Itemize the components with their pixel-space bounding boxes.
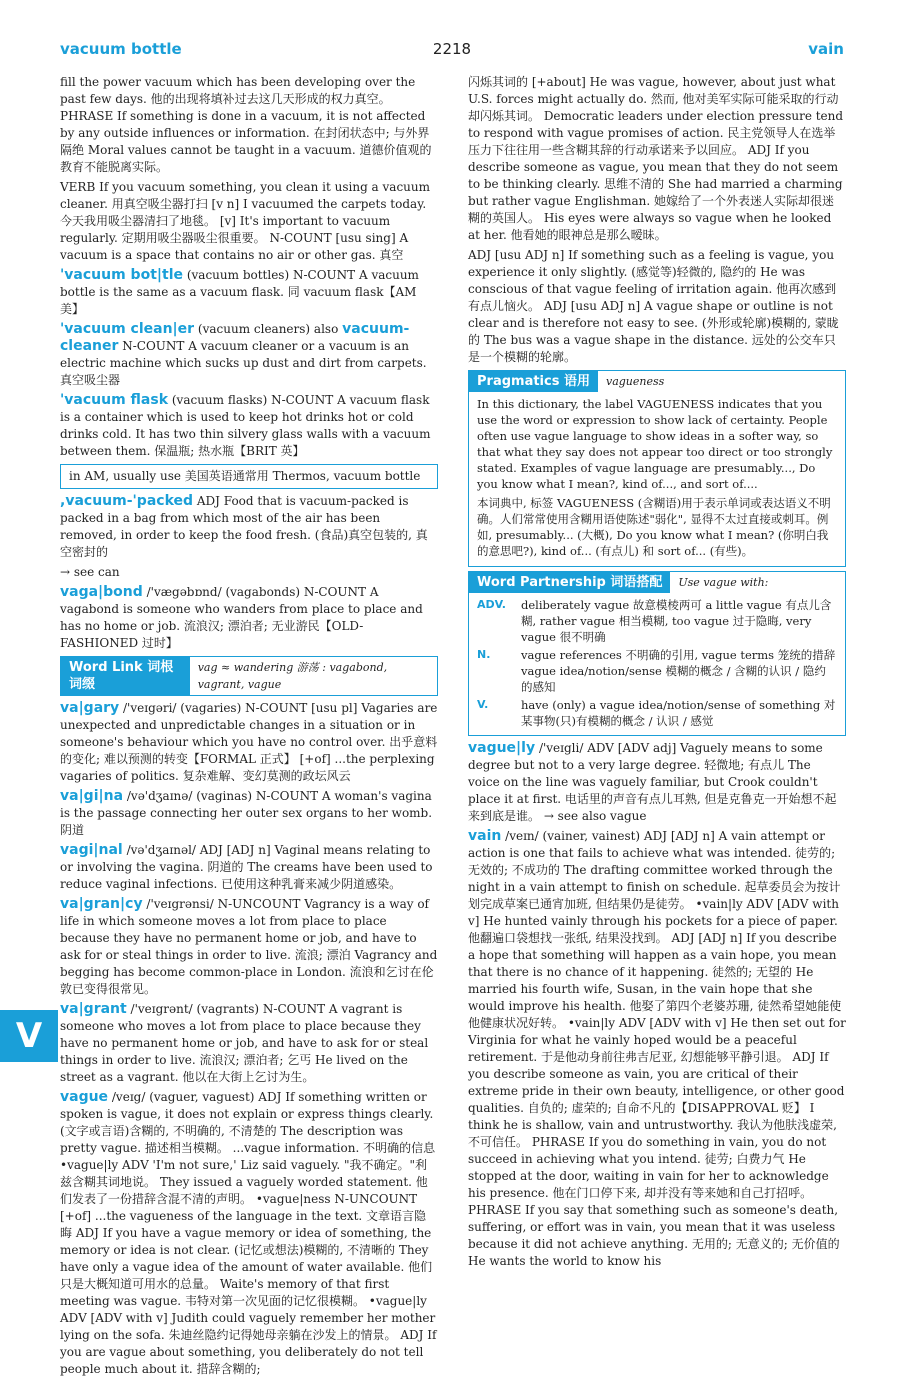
headword: va|gi|na (60, 788, 124, 804)
word-partnership-subtitle: Use vague with: (678, 576, 769, 589)
vacuum-verb-sense: VERB If you vacuum something, you clean it using a vacuum cleaner. 用真空吸尘器打扫 [v n] I vacuumed the carpets today. 今天我用吸尘器清扫了地毯。 [v] It's important to vacuum regularly. 定期用吸尘器吸尘很重要。 N-COUNT [usu sing] A vacuum is a space that contains no air or other gas. 真空 (60, 180, 431, 262)
definition: /'veɪgrənt/ (vagrants) N-COUNT A vagrant is someone who moves a lot from place to place because they have no permanent home or job, and have to ask for or steal things in order to live. 流浪汉; 漂泊者; 乞丐 He lived on the street as a vagrant. 他以在大街上乞讨为生。 (60, 1002, 429, 1084)
word-link-label: Word Link 词根词缀 (61, 657, 190, 695)
entry-vain (468, 828, 846, 1270)
cross-reference: → see can (60, 565, 120, 579)
thumb-index-tab: V (0, 1010, 58, 1062)
pragmatics-box (468, 370, 846, 567)
pragmatics-english: In this dictionary, the label VAGUENESS indicates that you use the word or expression to show lack of certainty. People often use vague language to show ideas in a softer way, so that what they say does not appear too direct or too strongly stated. Examples of vague language are presumably..., Do you know what I mean?, kind of..., and sort of.... (477, 397, 833, 491)
definition: (vacuum flasks) N-COUNT A vacuum flask is a container which is used to keep hot drinks hot or cold drinks cold. It has two thin silvery glass walls with a vacuum between them. 保温瓶; 热水瓶【BRIT 英】 (60, 393, 431, 458)
pragmatics-chinese: 本词典中, 标签 VAGUENESS (含糊语)用于表示单词或表达语义不明确。人们常常使用含糊用语使陈述"弱化", 显得不太过直接或刺耳。例如, presumably... (大概), Do you know what I mean? (你明白我的意思吧?), kind of... (有点儿) 和 sort of... (有些)。 (477, 496, 831, 558)
entry-vague (60, 1089, 438, 1378)
definition: /'veɪgli/ ADV [ADV adj] Vaguely means to some degree but not to a very large degree. 轻微地; 有点儿 The voice on the line was vaguely familiar, but Crook couldn't place it at first. 电话里的声音有点儿耳熟, 但是克鲁克一开始想不起来到底是谁。 → see also vague (468, 741, 837, 823)
entry-vagrant (60, 1001, 438, 1086)
definition: /və'dʒaɪnəl/ ADJ [ADJ n] Vaginal means relating to or involving the vagina. 阴道的 The creams have been used to reduce vaginal infections. 已使用这种乳膏来减少阴道感染。 (60, 843, 433, 891)
entry-vaguely (468, 740, 846, 825)
word-link-box (60, 656, 438, 696)
page-number: 2218 (432, 40, 472, 58)
left-column (60, 74, 438, 1381)
entry-vacuum-flask (60, 392, 438, 460)
definition: /'veɪgəri/ (vagaries) N-COUNT [usu pl] Vagaries are unexpected and unpredictable changes in a situation or in someone's behaviour which you have no control over. 出乎意料的变化; 难以预测的转变【FORMAL 正式】 [+of] ...the perplexing vagaries of politics. 复杂难解、变幻莫测的政坛风云 (60, 701, 438, 783)
headword: ,vacuum-'packed (60, 493, 194, 509)
definition: /'veɪgrənsi/ N-UNCOUNT Vagrancy is a way of life in which someone moves a lot from place to place because they have no permanent home or job, and have to ask for or steal things in order to live. 流浪; 漂泊 Vagrancy and begging has become common-place in London. 流浪和乞讨在伦敦已变得很常见。 (60, 897, 438, 996)
headword-variant: vacuum-cleaner (60, 321, 410, 354)
definition: /və'dʒaɪnə/ (vaginas) N-COUNT A woman's vagina is the passage connecting her outer sex organs to her womb. 阴道 (60, 789, 433, 837)
wp-text: vague references 不明确的引用, vague terms 笼统的措辞 vague idea/notion/sense 模糊的概念 / 含糊的认识 / 隐约的感知 (521, 648, 836, 694)
headword: vague (60, 1089, 109, 1105)
usage-note-am: in AM, usually use 美国英语通常用 Thermos, vacuum bottle (60, 464, 438, 489)
entry-vacuum-cleaner (60, 321, 438, 389)
entry-vagary (60, 700, 438, 785)
wp-key: V. (477, 698, 489, 711)
vague-more-senses: ADJ [usu ADJ n] If something such as a feeling is vague, you experience it only slightly. (感觉等)轻微的, 隐约的 He was conscious of that vague feeling of irritation again. 他再次感到有点儿恼火。 ADJ [usu ADJ n] A vague shape or outline is not clear and is therefore not easy to see. (外形或轮廓)模糊的, 蒙眬的 The bus was a vague shape in the distance. 远处的公交车只是一个模糊的轮廓。 (468, 248, 839, 364)
headword: vaga|bond (60, 584, 143, 600)
right-column (468, 74, 846, 1273)
headword: 'vacuum bot|tle (60, 267, 183, 283)
wp-row-n (477, 647, 837, 695)
vacuum-continued: fill the power vacuum which has been developing over the past few days. 他的出现将填补过去这几天形成的权力真空。 PHRASE If something is done in a vacuum, it is not affected by any outside influences or information. 在封闭状态中; 与外界隔绝 Moral values cannot be taught in a vacuum. 道德价值观的教育不能脱离实际。 (60, 75, 432, 174)
entry-vacuum-bottle (60, 267, 438, 318)
right-guide-word: vain (808, 40, 844, 58)
headword: va|gran|cy (60, 896, 143, 912)
left-guide-word: vacuum bottle (60, 40, 182, 58)
entry-vagrancy (60, 896, 438, 998)
wp-key: N. (477, 648, 491, 661)
headword: va|grant (60, 1001, 127, 1017)
entry-vacuum-packed (60, 493, 438, 561)
pragmatics-subtitle: vagueness (605, 375, 665, 388)
wp-row-v (477, 697, 837, 729)
word-partnership-label: Word Partnership 词语搭配 (469, 572, 670, 593)
headword: vagi|nal (60, 842, 123, 858)
headword: 'vacuum flask (60, 392, 169, 408)
wp-row-adv (477, 597, 837, 645)
vague-continued: 闪烁其词的 [+about] He was vague, however, about just what U.S. forces might actually do. 然而, 他对美军实际可能采取的行动却闪烁其词。 Democratic leaders under election pressure tend to respond with vague promises of action. 民主党领导人在选举压力下往往用一些含糊其辞的行动承诺来予以回应。 ADJ If you describe someone as vague, you mean that they do not seem to be thinking clearly. 思维不清的 She had married a charming but rather vague Englishman. 她嫁给了一个外表迷人实际却很迷糊的英国人。 His eyes were always so vague when he looked at her. 他看她的眼神总是那么暧昧。 (468, 75, 844, 242)
word-partnership-box (468, 571, 846, 736)
wp-text: have (only) a vague idea/notion/sense of something 对某事物(只)有模糊的概念 / 认识 / 感觉 (521, 698, 836, 728)
definition: /veɪn/ (vainer, vainest) ADJ [ADJ n] A vain attempt or action is one that fails to achieve what was intended. 徒劳的; 无效的; 不成功的 The drafting committee worked through the night in a vain attempt to finish on schedule. 起草委员会为按计划完成草案已通宵加班, 但结果仍是徒劳。 •vain|ly ADV [ADV with v] He hunted vainly through his pockets for a piece of paper. 他翻遍口袋想找一张纸, 结果没找到。 ADJ [ADJ n] If you describe a hope that something will happen as a vain hope, you mean that there is no chance of it happening. 徒然的; 无望的 He married his fourth wife, Susan, in the vain hope that she would improve his health. 他娶了第四个老婆苏珊, 徒然希望她能使他健康状况好转。 •vain|ly ADV [ADV with v] He then set out for Virginia for what he vainly hoped would be a peaceful retirement. 于是他动身前往弗吉尼亚, 幻想能够平静引退。 ADJ If you describe someone as vain, you are critical of their extreme pride in their own beauty, intelligence, or other good qualities. 自负的; 虚荣的; 自命不凡的【DISAPPROVAL 贬】 I think he is shallow, vain and untrustworthy. 我认为他肤浅虚荣, 不可信任。 PHRASE If you do something in vain, you do not succeed in achieving what you intend. 徒劳; 白费力气 He stopped at the door, waiting in vain for her to acknowledge his presence. 他在门口停下来, 却并没有等来她和自己打招呼。 PHRASE If you say that something such as someone's death, suffering, or effort was in vain, you mean that it was useless because it did not achieve anything. 无用的; 无意义的; 无价值的 He wants the world to know his (468, 829, 846, 1268)
variant-intro: (vacuum cleaners) also (197, 322, 339, 336)
definition: /'vægəbɒnd/ (vagabonds) N-COUNT A vagabond is someone who wanders from place to place and has no home or job. 流浪汉; 漂泊者; 无业游民【OLD-FASHIONED 过时】 (60, 585, 423, 650)
headword: vain (468, 828, 502, 844)
definition: /veɪg/ (vaguer, vaguest) ADJ If something written or spoken is vague, it does not explain or express things clearly. (文字或言语)含糊的, 不明确的, 不清楚的 The description was pretty vague. 描述相当模糊。 ...vague information. 不明确的信息 •vague|ly ADV 'I'm not sure,' Liz said vaguely. "我不确定。"利兹含糊其词地说。 They issued a vaguely worded statement. 他们发表了一份措辞含混不清的声明。 •vague|ness N-UNCOUNT [+of] ...the vagueness of the language in the text. 文章语言隐晦 ADJ If you have a vague memory or idea of something, the memory or idea is not clear. (记忆或想法)模糊的, 不清晰的 They have only a vague idea of the amount of water available. 他们只是大概知道可用水的总量。 Waite's memory of that first meeting was vague. 韦特对第一次见面的记忆很模糊。 •vague|ly ADV [ADV with v] Judith could vaguely remember her mother lying on the sofa. 朱迪丝隐约记得她母亲躺在沙发上的情景。 ADJ If you are vague about something, you deliberately do not tell people much about it. 措辞含糊的; (60, 1090, 437, 1376)
pragmatics-label: Pragmatics 语用 (469, 371, 598, 392)
entry-vagina (60, 788, 438, 839)
headword: vague|ly (468, 740, 536, 756)
headword: 'vacuum clean|er (60, 321, 195, 337)
wp-key: ADV. (477, 598, 506, 611)
page-header (60, 40, 844, 64)
definition: (vacuum bottles) N-COUNT A vacuum bottle is the same as a vacuum flask. 同 vacuum flask【AM 美】 (60, 268, 419, 316)
wp-text: deliberately vague 故意模棱两可 a little vague 有点儿含糊, rather vague 相当模糊, too vague 过于隐晦, very vague 很不明确 (521, 598, 832, 644)
entry-vaginal (60, 842, 438, 893)
definition: N-COUNT A vacuum cleaner or a vacuum is an electric machine which sucks up dust and dirt from carpets. 真空吸尘器 (60, 339, 427, 387)
headword: va|gary (60, 700, 120, 716)
word-link-text: vag ≈ wandering 游荡 : vagabond, vagrant, vague (197, 661, 388, 691)
entry-vagabond (60, 584, 438, 652)
definition: ADJ Food that is vacuum-packed is packed in a bag from which most of the air has been removed, in order to keep the food fresh. (食品)真空包装的, 真空密封的 (60, 494, 428, 559)
